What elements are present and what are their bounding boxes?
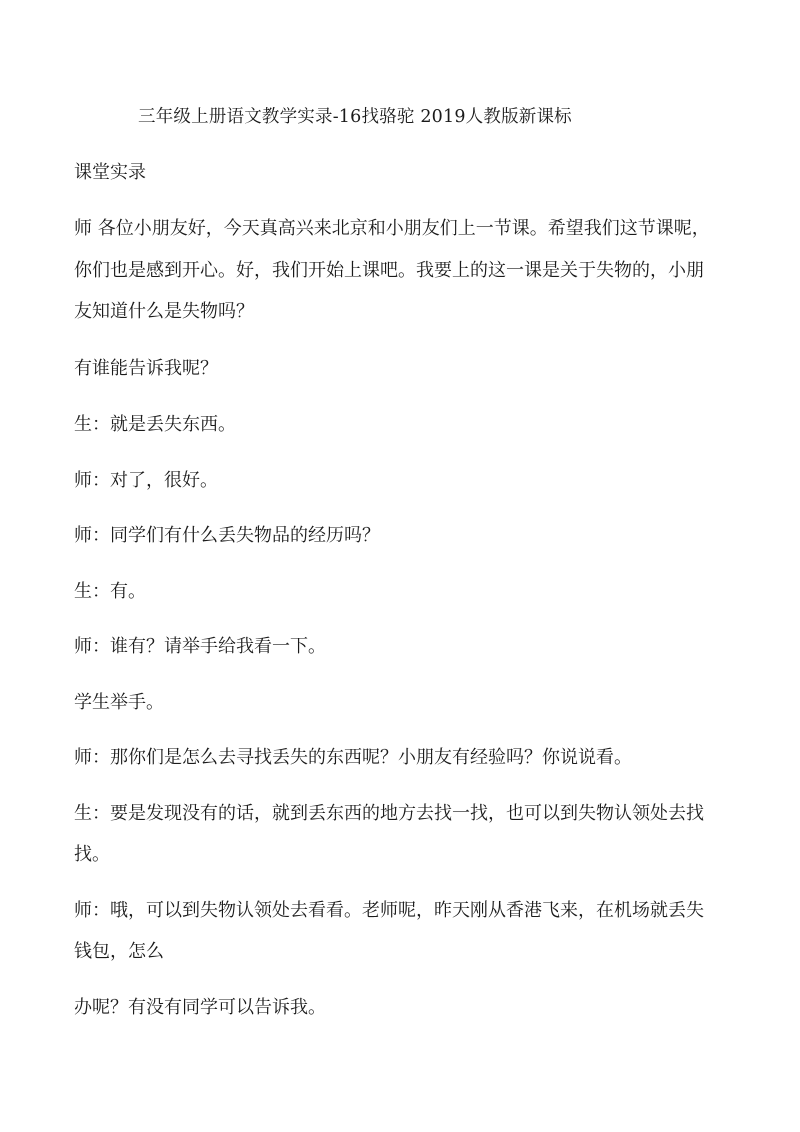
paragraph-line: 生：要是发现没有的话，就到丢东西的地方去找一找，也可以到失物认领处去找 [74,803,704,824]
paragraph-line: 友知道什么是失物吗？ [74,301,254,322]
paragraph-line: 你们也是感到开心。好，我们开始上课吧。我要上的这一课是关于失物的，小朋 [74,260,704,281]
paragraph-line: 师 各位小朋友好，今天真高兴来北京和小朋友们上一节课。希望我们这节课呢， [74,218,710,239]
paragraph-line: 有谁能告诉我呢？ [74,358,218,379]
section-heading: 课堂实录 [74,162,146,183]
paragraph-line: 师：那你们是怎么去寻找丢失的东西呢？小朋友有经验吗？你说说看。 [74,747,632,768]
paragraph-line: 找。 [74,844,110,865]
paragraph-line: 师：同学们有什么丢失物品的经历吗？ [74,525,380,546]
paragraph-line: 学生举手。 [74,692,164,713]
paragraph-line: 生：就是丢失东西。 [74,414,236,435]
paragraph-line: 生：有。 [74,581,146,602]
paragraph-line: 师：哦，可以到失物认领处去看看。老师呢，昨天刚从香港飞来，在机场就丢失 [74,900,704,921]
paragraph-line: 师：对了，很好。 [74,470,218,491]
paragraph-line: 办呢？有没有同学可以告诉我。 [74,997,326,1018]
document-title: 三年级上册语文教学实录-16找骆驼 2019人教版新课标 [138,107,572,127]
paragraph-line: 钱包，怎么 [74,941,164,962]
paragraph-line: 师：谁有？请举手给我看一下。 [74,636,326,657]
